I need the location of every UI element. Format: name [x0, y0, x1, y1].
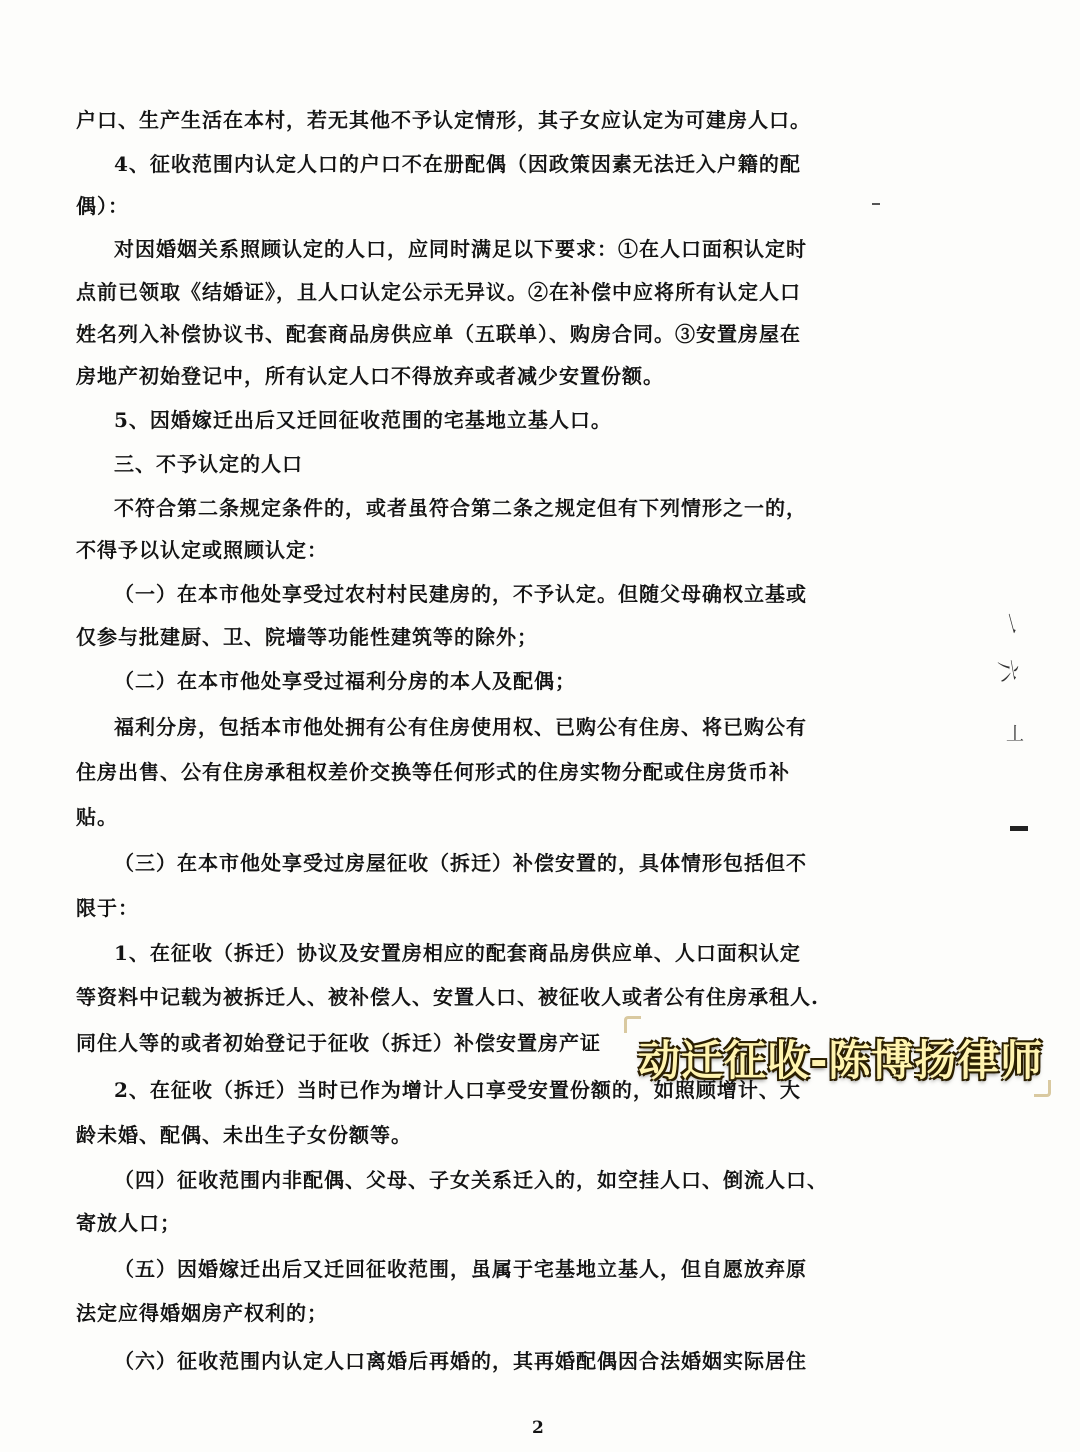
text-line: 限于：	[76, 896, 139, 920]
text-line: 对因婚姻关系照顾认定的人口，应同时满足以下要求：①在人口面积认定时	[114, 237, 807, 261]
text-line: 2、在征收（拆迁）当时已作为增计人口享受安置份额的，如照顾增计、大	[114, 1078, 801, 1102]
margin-bar	[1010, 826, 1028, 831]
text-line: 寄放人口；	[76, 1211, 181, 1235]
text-line: （四）征收范围内非配偶、父母、子女关系迁入的，如空挂人口、倒流人口、	[114, 1168, 828, 1192]
text-line: 同住人等的或者初始登记于征收（拆迁）补偿安置房产证	[76, 1031, 601, 1055]
margin-handwriting: 六	[992, 657, 1022, 684]
text-line: 房地产初始登记中，所有认定人口不得放弃或者减少安置份额。	[76, 364, 664, 388]
text-line: （三）在本市他处享受过房屋征收（拆迁）补偿安置的，具体情形包括但不	[114, 851, 807, 875]
watermark-bracket-icon	[1034, 1080, 1051, 1097]
page-number: 2	[532, 1418, 544, 1438]
text-line: 法定应得婚姻房产权利的；	[76, 1301, 328, 1325]
text-line: 偶）：	[76, 194, 129, 218]
text-line: 等资料中记载为被拆迁人、被补偿人、安置人口、被征收人或者公有住房承租人.	[76, 985, 819, 1009]
text-line: （二）在本市他处享受过福利分房的本人及配偶；	[114, 669, 576, 693]
text-line: 龄未婚、配偶、未出生子女份额等。	[76, 1123, 412, 1147]
text-line: 仅参与批建厨、卫、院墙等功能性建筑等的除外；	[76, 625, 538, 649]
text-line: 4、征收范围内认定人口的户口不在册配偶（因政策因素无法迁入户籍的配	[114, 152, 801, 176]
text-line: 不符合第二条规定条件的，或者虽符合第二条之规定但有下列情形之一的，	[114, 496, 807, 520]
text-line: （六）征收范围内认定人口离婚后再婚的，其再婚配偶因合法婚姻实际居住	[114, 1349, 807, 1373]
text-line: 5、因婚嫁迁出后又迁回征收范围的宅基地立基人口。	[114, 408, 612, 432]
text-line: 户口、生产生活在本村，若无其他不予认定情形，其子女应认定为可建房人口。	[76, 108, 811, 132]
watermark: 动迁征收-陈博扬律师	[638, 1036, 1044, 1085]
text-line: 不得予以认定或照顾认定：	[76, 538, 328, 562]
text-line: 姓名列入补偿协议书、配套商品房供应单（五联单）、购房合同。③安置房屋在	[76, 322, 801, 346]
text-line: 住房出售、公有住房承租权差价交换等任何形式的住房实物分配或住房货币补	[76, 760, 790, 784]
text-line: 福利分房，包括本市他处拥有公有住房使用权、已购公有住房、将已购公有	[114, 715, 807, 739]
text-line: 点前已领取《结婚证》，且人口认定公示无异议。②在补偿中应将所有认定人口	[76, 280, 801, 304]
text-line: 贴。	[76, 805, 118, 829]
text-line: （五）因婚嫁迁出后又迁回征收范围，虽属于宅基地立基人，但自愿放弃原	[114, 1257, 807, 1281]
margin-handwriting: 一	[994, 610, 1024, 638]
text-line: 1、在征收（拆迁）协议及安置房相应的配套商品房供应单、人口面积认定	[114, 941, 801, 965]
margin-handwriting: 丄	[1006, 724, 1024, 745]
text-line: （一）在本市他处享受过农村村民建房的，不予认定。但随父母确权立基或	[114, 582, 807, 606]
margin-dash	[872, 203, 880, 205]
section-heading: 三、不予认定的人口	[114, 452, 303, 476]
